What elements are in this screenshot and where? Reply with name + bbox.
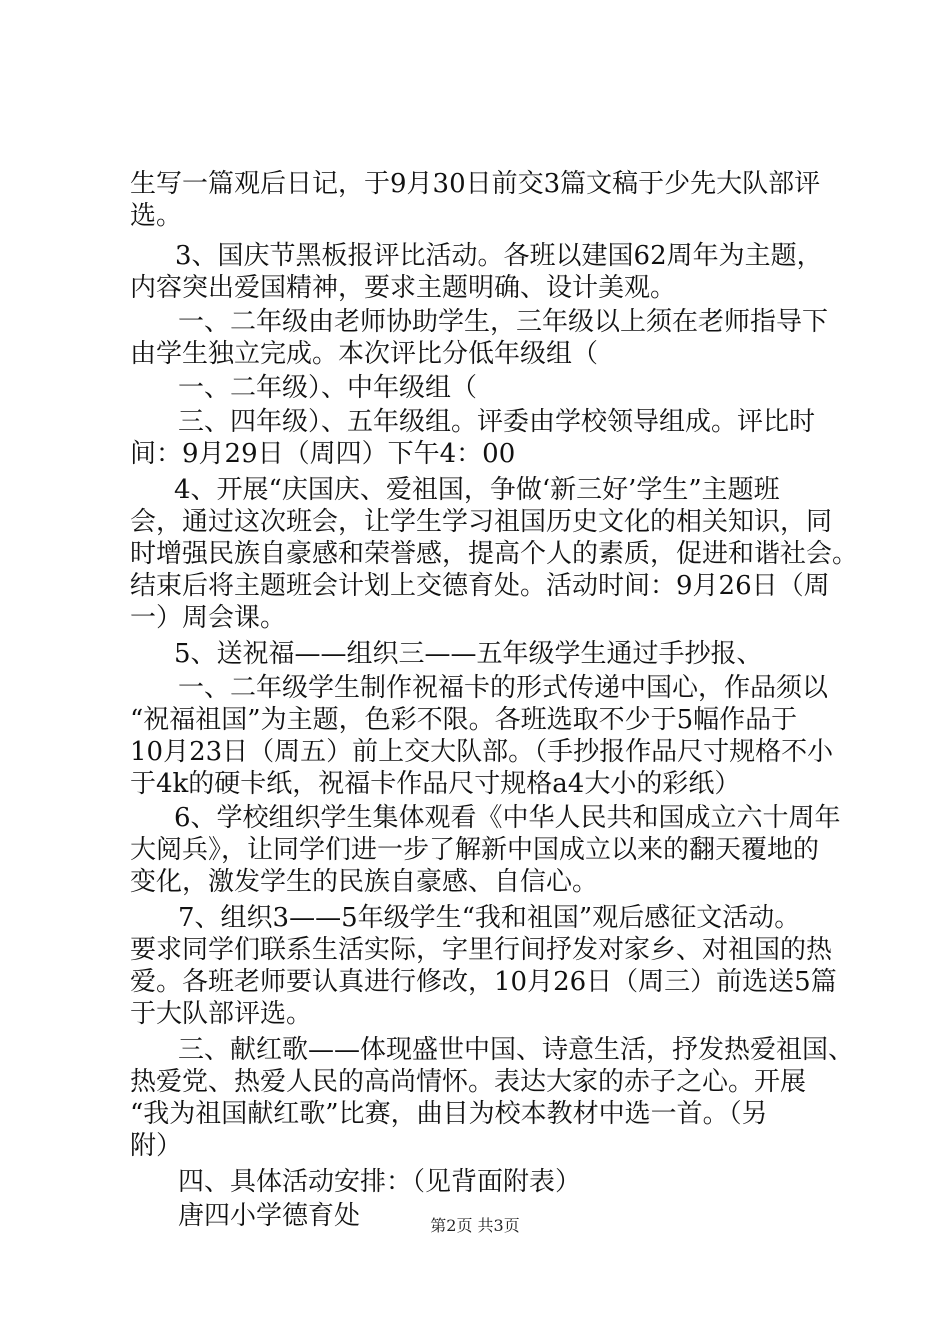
text-line: 热爱党、热爱人民的高尚情怀。表达大家的赤子之心。开展: [130, 1067, 807, 1097]
text-line: 会，通过这次班会，让学生学习祖国历史文化的相关知识，同: [130, 507, 833, 537]
text-line: 选。: [130, 201, 183, 231]
text-line: 三、四年级）、五年级组。评委由学校领导组成。评比时: [178, 407, 816, 437]
text-line: 时增强民族自豪感和荣誉感，提高个人的素质，促进和谐社会。: [130, 539, 859, 569]
text-line: “我为祖国献红歌”比赛，曲目为校本教材中选一首。（另: [130, 1099, 768, 1129]
text-line: 7、组织3——5年级学生“我和祖国”观后感征文活动。: [178, 903, 801, 933]
text-line: 5、送祝福——组织三——五年级学生通过手抄报、: [174, 639, 763, 669]
text-line: 3、国庆节黑板报评比活动。各班以建国62周年为主题，: [175, 241, 823, 271]
text-line: 一、二年级）、中年级组（: [178, 373, 478, 403]
text-line: 于4k的硬卡纸，祝福卡作品尺寸规格a4大小的彩纸）: [130, 769, 741, 799]
text-line: 要求同学们联系生活实际，字里行间抒发对家乡、对祖国的热: [130, 935, 833, 965]
text-line: 一）周会课。: [130, 603, 287, 633]
text-line: 一、二年级学生制作祝福卡的形式传递中国心，作品须以: [178, 673, 829, 703]
text-line: 于大队部评选。: [130, 999, 313, 1029]
page-footer: [0, 1216, 950, 1236]
text-line: “祝福祖国”为主题，色彩不限。各班选取不少于5幅作品于: [130, 705, 798, 735]
text-line: 大阅兵》，让同学们进一步了解新中国成立以来的翻天覆地的: [130, 835, 820, 865]
text-line: 内容突出爱国精神，要求主题明确、设计美观。: [130, 273, 677, 303]
text-line: 由学生独立完成。本次评比分低年级组（: [130, 339, 599, 369]
text-line: 4、开展“庆国庆、爱祖国，争做‘新三好’学生”主题班: [174, 475, 780, 505]
text-line: 6、学校组织学生集体观看《中华人民共和国成立六十周年: [174, 803, 841, 833]
text-line: 附）: [130, 1131, 183, 1161]
text-line: 唐四小学德育处: [178, 1201, 361, 1231]
text-line: 结束后将主题班会计划上交德育处。活动时间：9月26日（周: [130, 571, 830, 601]
page-number: 第2页 共3页: [430, 1216, 520, 1235]
text-line: 10月23日（周五）前上交大队部。（手抄报作品尺寸规格不小: [130, 737, 834, 767]
text-line: 变化，激发学生的民族自豪感、自信心。: [130, 867, 599, 897]
text-line: 爱。各班老师要认真进行修改，10月26日（周三）前选送5篇: [130, 967, 837, 997]
text-line: 生写一篇观后日记，于9月30日前交3篇文稿于少先大队部评: [130, 169, 821, 199]
text-line: 四、具体活动安排：（见背面附表）: [178, 1167, 582, 1197]
text-line: 三、献红歌——体现盛世中国、诗意生活，抒发热爱祖国、: [178, 1035, 855, 1065]
text-line: 间：9月29日（周四）下午4：00: [130, 439, 516, 469]
text-line: 一、二年级由老师协助学生，三年级以上须在老师指导下: [178, 307, 829, 337]
